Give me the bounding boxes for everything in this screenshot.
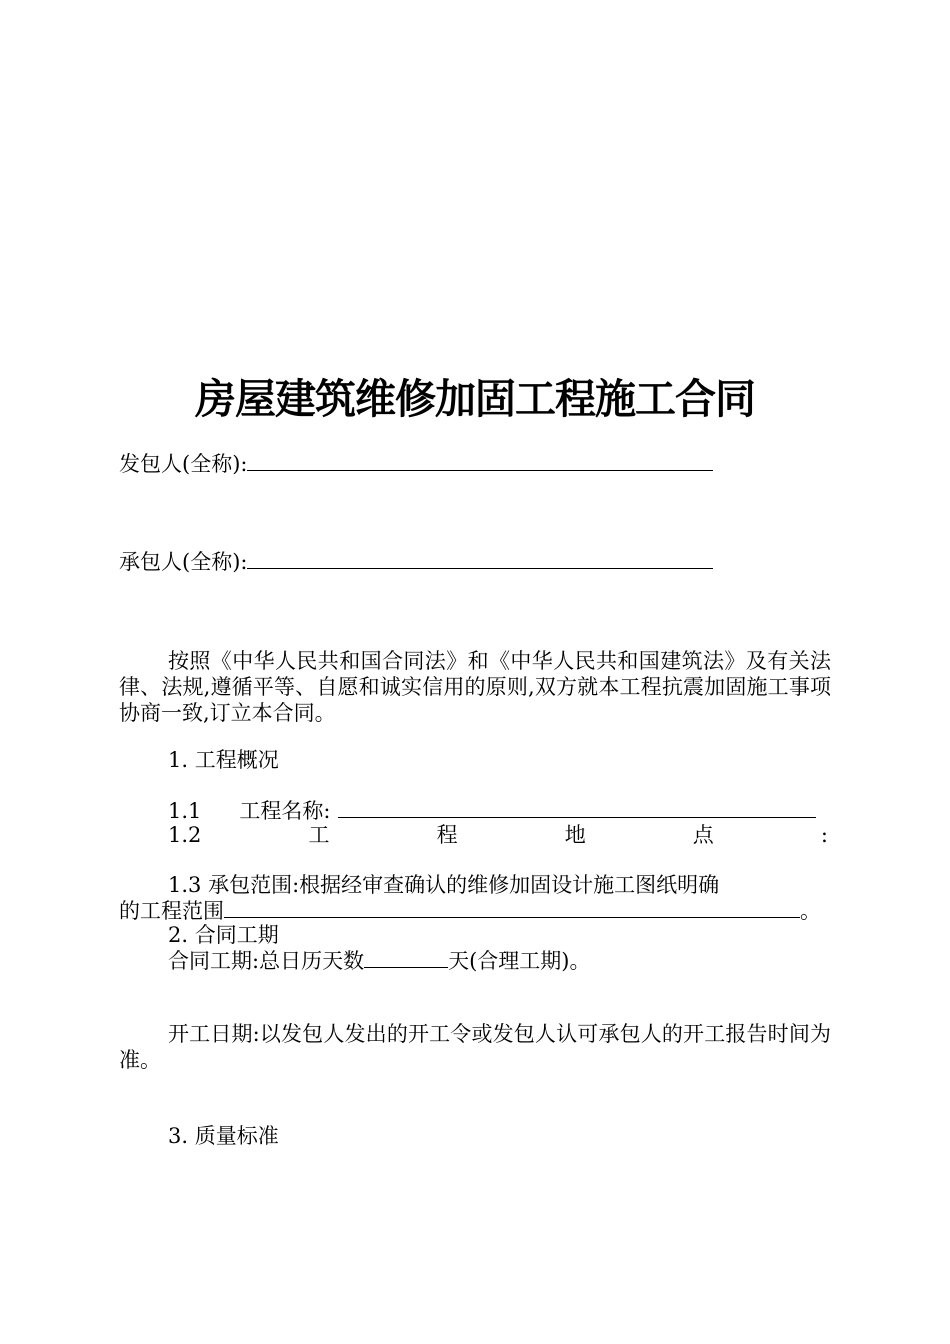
section-2-heading: 2. 合同工期	[168, 923, 279, 947]
location-char: 点	[692, 823, 714, 847]
location-char: 工	[308, 823, 330, 847]
employer-label: 发包人(全称):	[119, 452, 248, 476]
contractor-blank[interactable]	[247, 548, 713, 569]
document-title: 房屋建筑维修加固工程施工合同	[195, 375, 755, 423]
duration-prefix: 合同工期:总日历天数	[168, 949, 365, 973]
duration-suffix: 天(合理工期)。	[448, 949, 591, 973]
section-3-heading: 3. 质量标准	[168, 1124, 279, 1148]
location-char: 地	[564, 823, 586, 847]
project-name-line	[168, 797, 816, 824]
contractor-line	[119, 548, 713, 575]
employer-blank[interactable]	[247, 450, 713, 471]
duration-line	[168, 947, 590, 974]
location-colon: :	[820, 823, 828, 847]
project-name-blank[interactable]	[338, 797, 816, 818]
contractor-label: 承包人(全称):	[119, 550, 248, 574]
scope-blank[interactable]	[224, 897, 800, 918]
scope-prefix: 的工程范围	[119, 899, 224, 923]
duration-days-blank[interactable]	[364, 947, 448, 968]
scope-line-2	[119, 897, 821, 924]
start-date-paragraph: 开工日期:以发包人发出的开工令或发包人认可承包人的开工报告时间为准。	[119, 1022, 831, 1072]
project-name-label: 工程名称:	[239, 799, 331, 823]
clause-1-1-number: 1.1	[168, 799, 202, 823]
intro-paragraph: 按照《中华人民共和国合同法》和《中华人民共和国建筑法》及有关法律、法规,遵循平等、自愿和诚实信用的原则,双方就本工程抗震加固施工事项协商一致,订立本合同。	[119, 649, 831, 725]
employer-line	[119, 450, 713, 477]
scope-line-1: 1.3 承包范围:根据经审查确认的维修加固设计施工图纸明确	[168, 873, 720, 897]
project-location-line	[168, 822, 828, 848]
section-1-heading: 1. 工程概况	[168, 748, 279, 772]
clause-1-2-number: 1.2	[168, 823, 202, 847]
scope-period: 。	[800, 899, 821, 923]
location-char: 程	[436, 823, 458, 847]
